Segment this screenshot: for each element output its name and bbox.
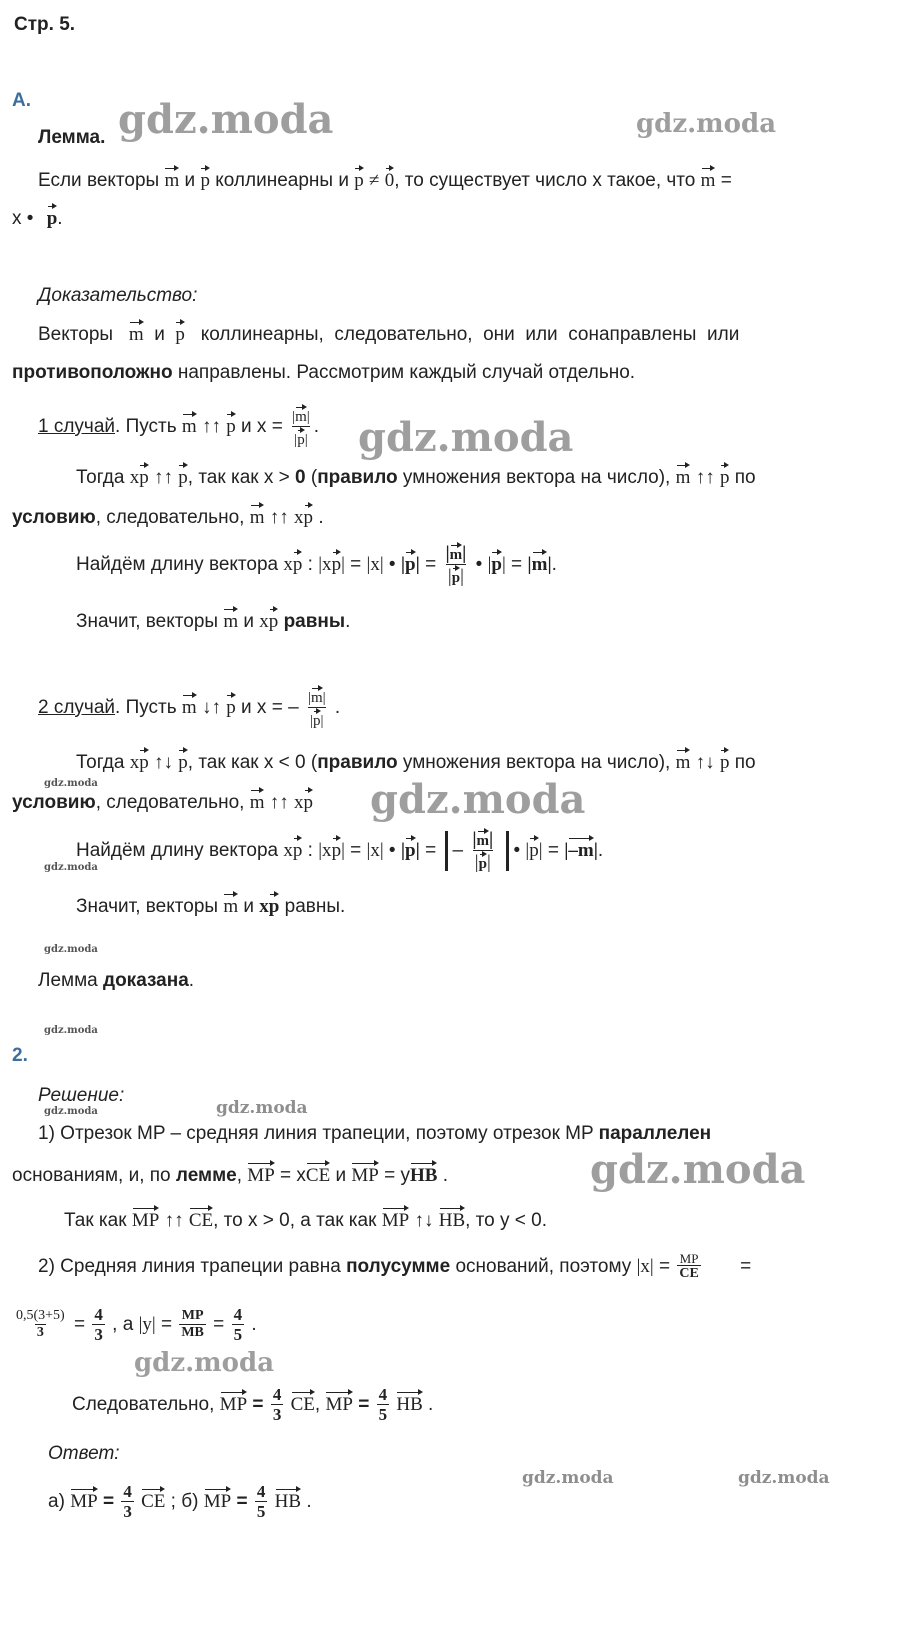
case2-conclusion: Значит, векторы m и xp равны.: [76, 892, 345, 920]
answer-line: а) MP = $\frac{4}{3}$ CE ; б) MP = $\frac{4}{5}$ HB .: [48, 1482, 312, 1521]
watermark: gdz.moda: [134, 1348, 275, 1378]
case2-condition: условию, следовательно, m ↑↑ xp: [12, 788, 313, 816]
solution-step2-line2: $\frac{0,5(3+5)}{3}$ = $\frac{4}{3}$ , а |y| = $\frac{MP}{MB}$ = $\frac{4}{5}$ .: [16, 1305, 257, 1344]
section-2-label: 2.: [12, 1045, 28, 1066]
answer-title: Ответ:: [48, 1443, 120, 1464]
case1-conclusion: Значит, векторы m и xp равны.: [76, 607, 350, 635]
solution-step1-line2: основаниям, и, по лемме, MP = xCE и MP = yHB .: [12, 1161, 448, 1189]
lemma-statement-line2: x • p.: [12, 204, 63, 232]
page-label: Стр. 5.: [14, 14, 76, 35]
solution-step3: Следовательно, MP = $\frac{4}{3}$ CE, MP = $\frac{4}{5}$ HB .: [72, 1385, 434, 1424]
watermark: gdz.moda: [216, 1098, 308, 1118]
case2-intro: 2 случай. Пусть m ↓↑ p и x = – $\frac{|m|}{|p|}$ .: [38, 686, 340, 730]
watermark: gdz.moda: [522, 1468, 614, 1488]
solution-title: Решение:: [38, 1085, 125, 1106]
watermark: gdz.moda: [44, 1025, 98, 1036]
watermark: gdz.moda: [44, 1106, 98, 1117]
solution-step1-line1: 1) Отрезок MP – средняя линия трапеции, поэтому отрезок MP параллелен: [38, 1123, 712, 1144]
watermark: gdz.moda: [44, 778, 98, 789]
section-a-label: A.: [12, 90, 31, 111]
watermark: gdz.moda: [44, 944, 98, 955]
case1-length: Найдём длину вектора xp : |xp| = |x| • |p| = $\frac{|m|}{|p|}$ • |p| = |m|.: [76, 543, 557, 587]
case1-then: Тогда xp ↑↑ p, так как x > 0 (правило умножения вектора на число), m ↑↑ p по: [76, 463, 756, 491]
lemma-statement-line1: Если векторы m и p коллинеарны и p ≠ 0, то существует число x такое, что m =: [38, 166, 732, 194]
case2-then: Тогда xp ↑↓ p, так как x < 0 (правило умножения вектора на число), m ↑↓ p по: [76, 748, 756, 776]
case1-condition: условию, следовательно, m ↑↑ xp .: [12, 503, 324, 531]
proof-line1: Векторы m и p коллинеарны, следовательно, они или сонаправлены или: [38, 320, 874, 348]
lemma-proved: Лемма доказана.: [38, 970, 195, 991]
proof-line2: противоположно направлены. Рассмотрим каждый случай отдельно.: [12, 362, 636, 383]
watermark: gdz.moda: [590, 1146, 806, 1193]
watermark: gdz.moda: [358, 414, 574, 461]
watermark: gdz.moda: [118, 96, 334, 143]
watermark: gdz.moda: [738, 1468, 830, 1488]
watermark: gdz.moda: [636, 109, 777, 139]
lemma-title: Лемма.: [38, 127, 106, 148]
proof-title: Доказательство:: [38, 285, 198, 306]
solution-step2-line1: 2) Средняя линия трапеции равна полусумме оснований, поэтому |x| = $\frac{MP}{CE}$ =: [38, 1250, 752, 1282]
watermark: gdz.moda: [44, 862, 98, 873]
solution-step1-line3: Так как MP ↑↑ CE, то x > 0, а так как MP ↑↓ HB, то y < 0.: [64, 1206, 547, 1234]
watermark: gdz.moda: [370, 776, 586, 823]
case1-intro: 1 случай. Пусть m ↑↑ p и x = $\frac{|m|}{|p|}$ .: [38, 405, 319, 449]
case2-length: Найдём длину вектора xp : |xp| = |x| • |p| = – $\frac{|m|}{|p|}$ • |p| = |–m|.: [76, 829, 604, 873]
